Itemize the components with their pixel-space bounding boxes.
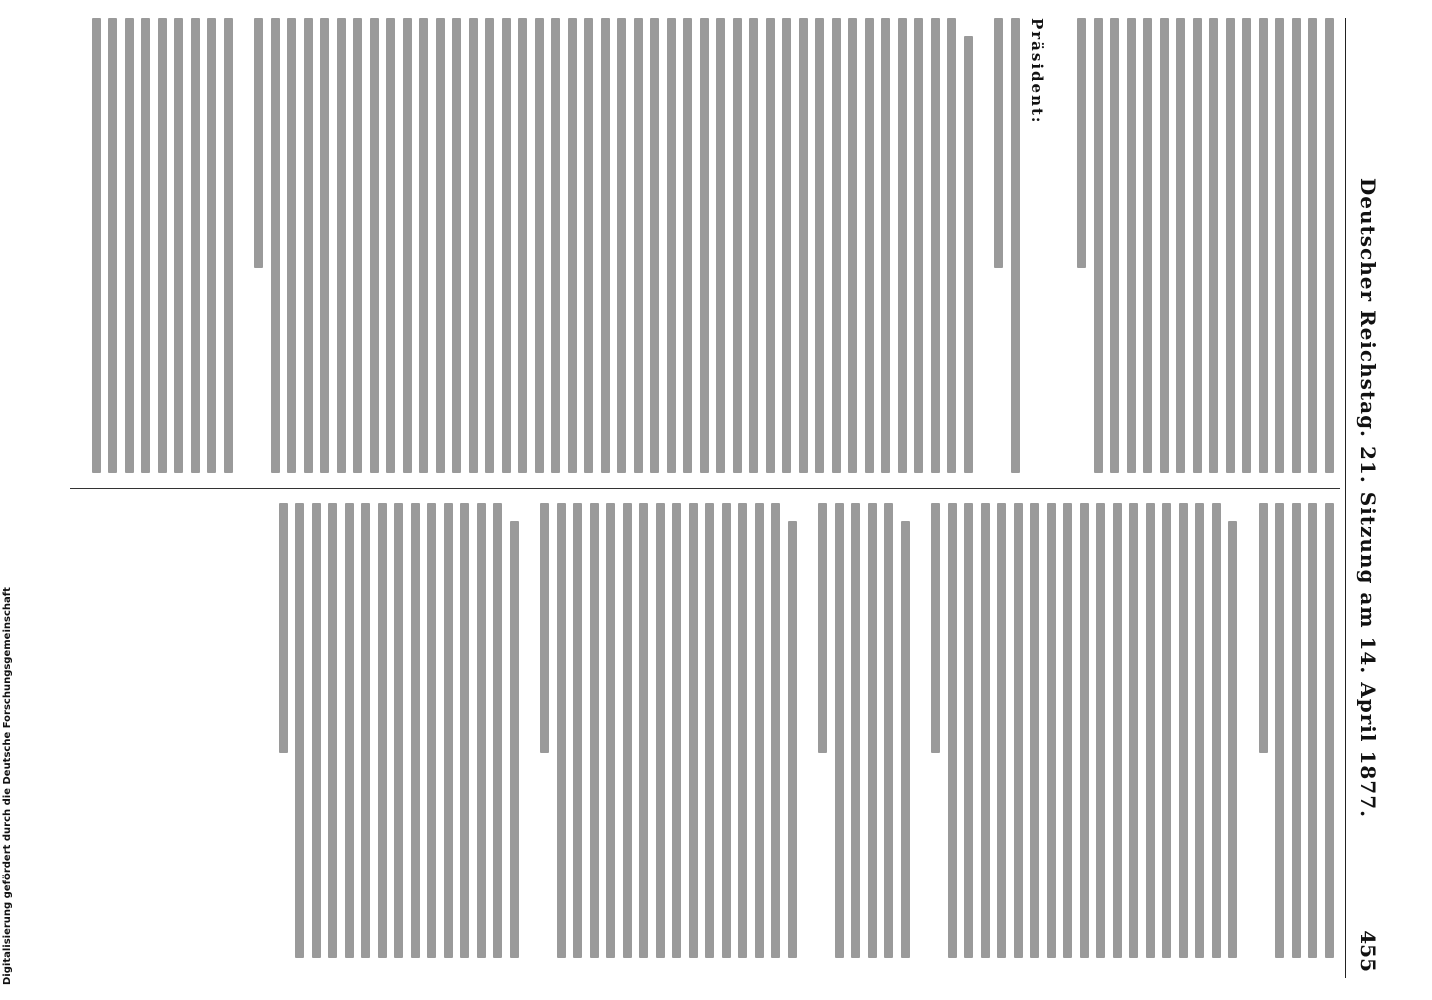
column-right — [84, 503, 1334, 958]
running-header — [1345, 18, 1390, 978]
header-title: Deutscher Reichstag. 21. Sitzung am 14. April 1877. — [1356, 177, 1380, 819]
page-number: 455 — [1356, 930, 1380, 972]
document-page — [70, 18, 1390, 978]
column-divider — [70, 488, 1340, 489]
speaker-label: Präsident: — [1028, 18, 1046, 125]
digitization-credit-text: Digitalisierung gefördert durch die Deutsche Forschungsgemeinschaft — [2, 587, 13, 985]
digitization-credit — [0, 0, 22, 1000]
column-left — [84, 18, 1334, 473]
